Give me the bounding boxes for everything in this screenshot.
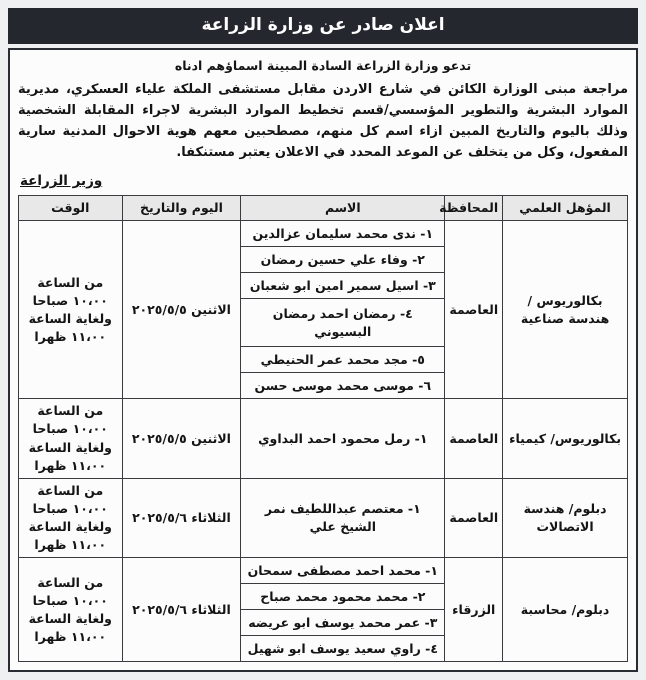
time-cell: من الساعة ١٠،٠٠ صباحا ولغاية الساعة ١١،٠٠ ظهرا bbox=[19, 399, 123, 479]
name-cell: ٦- موسى محمد موسى حسن bbox=[241, 373, 445, 399]
schedule-table bbox=[18, 195, 628, 662]
governorate-cell: الزرقاء bbox=[445, 558, 503, 662]
announcement-title: اعلان صادر عن وزارة الزراعة bbox=[201, 15, 445, 35]
name-cell: ٤- رمضان احمد رمضان البسيوني bbox=[241, 299, 445, 347]
header-cell-day-date: اليوم والتاريخ bbox=[122, 196, 241, 221]
announcement-title-bar bbox=[8, 8, 638, 44]
minister-signature: وزير الزراعة bbox=[20, 173, 103, 190]
intro-line: تدعو وزارة الزراعة السادة المبينة اسماؤهم ادناه bbox=[174, 58, 472, 73]
governorate-cell: العاصمة bbox=[445, 221, 503, 399]
table-row bbox=[19, 221, 628, 247]
date-cell: الاثنين ٢٠٢٥/٥/٥ bbox=[122, 221, 241, 399]
document-body bbox=[8, 48, 638, 672]
table-row bbox=[19, 558, 628, 584]
name-cell: ١- ندى محمد سليمان عزالدين bbox=[241, 221, 445, 247]
name-cell: ٣- عمر محمد يوسف ابو عريضه bbox=[241, 610, 445, 636]
header-row bbox=[19, 196, 628, 221]
time-cell: من الساعة ١٠،٠٠ صباحا ولغاية الساعة ١١،٠٠ ظهرا bbox=[19, 221, 123, 399]
header-cell-governorate: المحافظة bbox=[445, 196, 503, 221]
header-cell-time: الوقت bbox=[19, 196, 123, 221]
governorate-cell: العاصمة bbox=[445, 478, 503, 558]
name-cell: ١- معتصم عبداللطيف نمر الشيخ علي bbox=[241, 478, 445, 558]
name-cell: ٢- وفاء علي حسين رمضان bbox=[241, 247, 445, 273]
qualification-cell: بكالوريوس / هندسة صناعية bbox=[503, 221, 628, 399]
name-cell: ٣- اسيل سمير امين ابو شعبان bbox=[241, 273, 445, 299]
governorate-cell: العاصمة bbox=[445, 399, 503, 479]
table-row bbox=[19, 478, 628, 558]
date-cell: الثلاثاء ٢٠٢٥/٥/٦ bbox=[122, 478, 241, 558]
time-cell: من الساعة ١٠،٠٠ صباحا ولغاية الساعة ١١،٠٠ ظهرا bbox=[19, 558, 123, 662]
header-cell-name: الاسم bbox=[241, 196, 445, 221]
name-cell: ١- محمد احمد مصطفى سمحان bbox=[241, 558, 445, 584]
qualification-cell: دبلوم/ هندسة الاتصالات bbox=[503, 478, 628, 558]
date-cell: الاثنين ٢٠٢٥/٥/٥ bbox=[122, 399, 241, 479]
table-row bbox=[19, 399, 628, 479]
qualification-cell: دبلوم/ محاسبة bbox=[503, 558, 628, 662]
name-cell: ٢- محمد محمود محمد صباح bbox=[241, 584, 445, 610]
header-cell-qualification: المؤهل العلمي bbox=[503, 196, 628, 221]
name-cell: ٥- مجد محمد عمر الحنيطي bbox=[241, 347, 445, 373]
intro-paragraph: مراجعة مبنى الوزارة الكائن في شارع الاردن مقابل مستشفى الملكة علياء العسكري، مديرية الموارد البشرية والتطوير المؤسسي/قسم تخطيط الموارد البشرية لاجراء المقابلة الشخصية وذلك باليوم والتاريخ المبين ازاء اسم كل منهم، مصطحبين معهم هوية الاحوال المدنية سارية المفعول، وكل من يتخلف عن الموعد المحدد في الاعلان يعتبر مستنكفا. bbox=[18, 82, 628, 161]
date-cell: الثلاثاء ٢٠٢٥/٥/٦ bbox=[122, 558, 241, 662]
time-cell: من الساعة ١٠،٠٠ صباحا ولغاية الساعة ١١،٠٠ ظهرا bbox=[19, 478, 123, 558]
name-cell: ١- رمل محمود احمد البداوي bbox=[241, 399, 445, 479]
name-cell: ٤- راوي سعيد يوسف ابو شهيل bbox=[241, 636, 445, 662]
qualification-cell: بكالوريوس/ كيمياء bbox=[503, 399, 628, 479]
